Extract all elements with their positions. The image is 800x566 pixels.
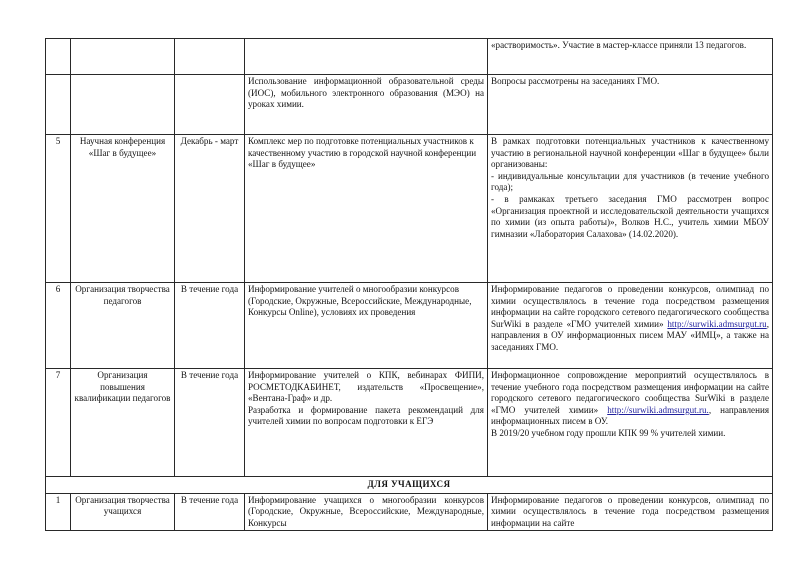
cell-period: В течение года [175,369,245,477]
cell-plan: Использование информационной образовательной среды (ИОС), мобильного электронного образования (МЭО) на уроках химии. [245,75,488,135]
table-row [46,369,773,477]
paragraph: - индивидуальные консультации для участников (в течение учебного года); [491,170,769,193]
table-row [46,135,773,283]
external-link[interactable]: http://surwiki.admsurgut.ru [667,318,767,329]
cell-number: 6 [46,283,71,369]
cell-activity: Организация творчества учащихся [71,493,175,531]
cell-result: «растворимость». Участие в мастер-классе приняли 13 педагогов. [488,39,773,75]
cell-number: 5 [46,135,71,283]
cell-activity: Научная конференция «Шаг в будущее» [71,135,175,283]
cell-period [175,75,245,135]
cell-result: Вопросы рассмотрены на заседаниях ГМО. [488,75,773,135]
external-link[interactable]: http://surwiki.admsurgut.ru. [607,404,709,415]
cell-number: 1 [46,493,71,531]
cell-activity [71,75,175,135]
cell-plan: Информирование учителей о многообразии конкурсов (Городские, Окружные, Всероссийские, Международные, Конкурсы Online), условиях их проведения [245,283,488,369]
table-row [46,75,773,135]
cell-result: Информационное сопровождение мероприятий осуществлялось в течение учебного года посредством размещения информации на сайте городского сетевого педагогического сообщества SurWiki в разделе «ГМО учителей химии» http://surwiki.admsurgut.ru., направления информационных писем в ОУ. В 2019/20 учебном году прошли КПК 99 % учителей химии. [488,369,773,477]
section-title: ДЛЯ УЧАЩИХСЯ [46,477,773,494]
cell-period: В течение года [175,283,245,369]
cell-number [46,39,71,75]
cell-activity [71,39,175,75]
table-section-header-row [46,477,773,494]
cell-activity: Организация повышения квалификации педагогов [71,369,175,477]
cell-number [46,75,71,135]
table-row [46,493,773,531]
cell-activity: Организация творчества педагогов [71,283,175,369]
cell-plan: Информирование учителей о КПК, вебинарах ФИПИ, РОСМЕТОДКАБИНЕТ, издательств «Просвещение», «Вентана-Граф» и др. Разработка и формирование пакета рекомендаций для учителей химии по вопросам подготовки к ЕГЭ [245,369,488,477]
cell-period [175,39,245,75]
cell-plan [245,39,488,75]
report-table [45,38,773,531]
cell-result: Информирование педагогов о проведении конкурсов, олимпиад по химии осуществлялось в течение года посредством размещения информации на сайте городского сетевого педагогического сообщества SurWiki в разделе «ГМО учителей химии» http://surwiki.admsurgut.ru, направления в ОУ информационных писем МАУ «ИМЦ», а также на заседаниях ГМО. [488,283,773,369]
cell-period: Декабрь - март [175,135,245,283]
report-table-body [46,39,773,531]
cell-plan: Комплекс мер по подготовке потенциальных участников к качественному участию в городской научной конференции «Шаг в будущее» [245,135,488,283]
cell-period: В течение года [175,493,245,531]
cell-number: 7 [46,369,71,477]
paragraph: - в рамкаках третьего заседания ГМО рассмотрен вопрос «Организация проектной и исследовательской деятельности учащихся по химии (из опыта работы)», Волков Н.С., учитель химии МБОУ гимназии «Лаборатория Салахова» (14.02.2020). [491,193,769,239]
cell-result: Информирование педагогов о проведении конкурсов, олимпиад по химии осуществлялось в течение года посредством размещения информации на сайте [488,493,773,531]
table-row [46,39,773,75]
cell-plan: Информирование учащихся о многообразии конкурсов (Городские, Окружные, Всероссийские, Международные, Конкурсы [245,493,488,531]
paragraph: В 2019/20 учебном году прошли КПК 99 % учителей химии. [491,427,726,438]
cell-result: В рамках подготовки потенциальных участников к качественному участию в региональной научной конференции «Шаг в будущее» были организованы: - индивидуальные консультации для участников (в течение учебного года); - в рамкаках третьего заседания ГМО рассмотрен вопрос «Организация проектной и исследовательской деятельности учащихся по химии (из опыта работы)», Волков Н.С., учитель химии МБОУ гимназии «Лаборатория Салахова» (14.02.2020). [488,135,773,283]
paragraph: Разработка и формирование пакета рекомендаций для учителей химии по вопросам подготовки к ЕГЭ [248,404,484,427]
table-row [46,283,773,369]
